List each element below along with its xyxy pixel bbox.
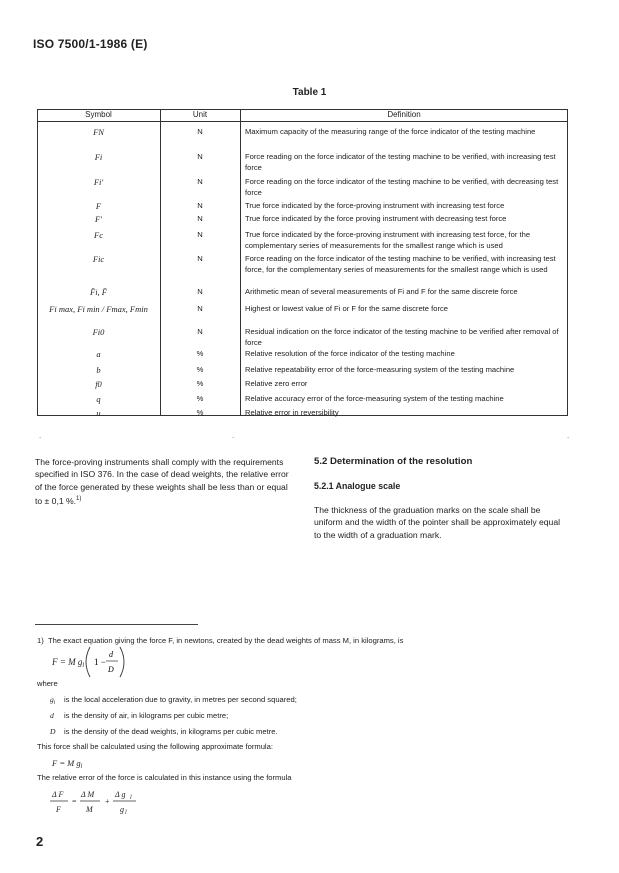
page-number: 2: [36, 834, 44, 849]
cell-definition: Force reading on the force indicator of the testing machine to be verified, with decreasing test force: [245, 177, 559, 197]
cell-definition: True force indicated by the force proving instrument with decreasing test force: [245, 214, 507, 223]
cell-symbol: Fi: [94, 152, 103, 162]
scan-mark: .: [567, 431, 570, 440]
svg-text:Δ g: Δ g: [115, 790, 126, 799]
table-caption: Table 1: [292, 87, 327, 98]
cell-symbol: F̄i, F̄: [90, 287, 107, 297]
cell-definition: Relative repeatability error of the force-measuring system of the testing machine: [245, 365, 515, 374]
cell-symbol: FN: [93, 127, 104, 137]
scan-mark: .: [232, 431, 235, 440]
cell-unit: N: [197, 201, 203, 210]
cell-definition: Relative error in reversibility: [245, 408, 339, 417]
cell-definition: Highest or lowest value of Fi or F for the same discrete force: [245, 304, 449, 313]
cell-definition: Force reading on the force indicator of the testing machine to be verified, with increasing test force: [245, 152, 556, 172]
svg-text:l: l: [125, 810, 127, 816]
svg-text:D: D: [108, 665, 114, 674]
cell-unit: N: [197, 127, 203, 136]
document-id: ISO 7500/1-1986 (E): [33, 37, 148, 51]
subsection-title: 5.2.1 Analogue scale: [314, 481, 401, 491]
cell-unit: %: [196, 379, 204, 388]
def-text-g: is the local acceleration due to gravity, in metres per second squared;: [64, 695, 297, 704]
footnote-where: where: [37, 679, 58, 688]
cell-definition: Maximum capacity of the measuring range of the force indicator of the testing machine: [245, 127, 536, 136]
footnote-relerr-intro: The relative error of the force is calculated in this instance using the formula: [37, 773, 292, 782]
footnote-approx-intro: This force shall be calculated using the following approximate formula:: [37, 742, 273, 751]
cell-definition: Residual indication on the force indicator of the testing machine to be verified after removal of force: [245, 327, 559, 347]
header-definition: Definition: [387, 110, 421, 119]
svg-text:M: M: [86, 805, 93, 814]
def-text-d: is the density of air, in kilograms per cubic metre;: [64, 711, 229, 720]
footnote-def: [50, 727, 570, 737]
cell-symbol: Fi0: [92, 327, 105, 337]
relative-error-formula: [50, 786, 160, 818]
svg-text:F: F: [56, 805, 61, 814]
cell-unit: %: [196, 365, 204, 374]
cell-unit: N: [197, 287, 203, 296]
cell-symbol: Fic: [92, 254, 105, 264]
def-text-D: is the density of the dead weights, in kilograms per cubic metre.: [64, 727, 278, 736]
svg-text:d: d: [109, 650, 113, 659]
cell-symbol: Fc: [94, 230, 103, 240]
exact-formula-bracket: [80, 645, 130, 679]
cell-symbol: b: [96, 365, 101, 375]
cell-unit: N: [197, 254, 203, 263]
cell-unit: N: [197, 230, 203, 239]
header-unit: Unit: [192, 110, 208, 119]
svg-text:1 −: 1 −: [94, 657, 106, 667]
cell-definition: Relative zero error: [245, 379, 308, 388]
def-symbol-D: D: [50, 727, 56, 736]
cell-unit: N: [197, 214, 203, 223]
left-paragraph-text: The force-proving instruments shall comply with the requirements specified in ISO 376. In the case of dead weights, the relative error of the force generated by these weights shall be less than or equal to ± 0,1 %.: [35, 457, 289, 507]
cell-symbol: a: [96, 349, 101, 359]
right-paragraph: The thickness of the graduation marks on the scale shall be uniform and the width of the pointer shall be approximately equal to the width of a graduation mark.: [314, 505, 561, 540]
cell-symbol: u: [96, 408, 101, 418]
cell-unit: N: [197, 327, 203, 336]
svg-text:g: g: [120, 805, 124, 814]
cell-definition: True force indicated by the force-proving instrument with increasing test force: [245, 201, 505, 210]
cell-definition: True force indicated by the force-proving instrument with increasing test force, for the complementary series of measurements for the smallest range which is used: [245, 230, 531, 250]
cell-unit: %: [196, 394, 204, 403]
table-col-divider: [240, 109, 241, 416]
footnote-rule: [35, 624, 198, 625]
cell-unit: %: [196, 408, 204, 417]
def-symbol-d: d: [50, 711, 54, 720]
cell-definition: Arithmetic mean of several measurements of Fi and F for the same discrete force: [245, 287, 518, 296]
cell-unit: N: [197, 304, 203, 313]
section-title: 5.2 Determination of the resolution: [314, 456, 473, 467]
left-paragraph: [35, 456, 297, 508]
cell-symbol: Fi max, Fi min / Fmax, Fmin: [49, 304, 148, 314]
cell-symbol: f0: [95, 379, 102, 389]
cell-symbol: F': [94, 214, 102, 224]
scan-mark: .: [39, 431, 42, 440]
svg-text:=: =: [72, 797, 77, 806]
exact-formula: F = M $g_l$: [52, 657, 85, 669]
svg-text:Δ M: Δ M: [81, 790, 95, 799]
cell-unit: %: [196, 349, 204, 358]
cell-definition: Force reading on the force indicator of the testing machine to be verified, with increasing test force, for the complementary series of measurements for the smallest range which is used: [245, 254, 556, 274]
cell-definition: Relative resolution of the force indicator of the testing machine: [245, 349, 455, 358]
table-header-row: [37, 109, 568, 122]
approx-formula: F = M $g_l$: [52, 758, 83, 770]
footnote-reference: 1): [76, 496, 82, 503]
cell-symbol: q: [96, 394, 101, 404]
svg-text:+: +: [105, 797, 110, 806]
header-symbol: Symbol: [85, 110, 112, 119]
footnote-def: [50, 711, 570, 721]
cell-symbol: Fi': [93, 177, 104, 187]
cell-definition: Relative accuracy error of the force-measuring system of the testing machine: [245, 394, 504, 403]
svg-text:l: l: [130, 795, 132, 801]
cell-unit: N: [197, 177, 203, 186]
footnote-intro-text: The exact equation giving the force F, in newtons, created by the dead weights of mass M, in kilograms, is: [48, 636, 404, 645]
cell-symbol: F: [95, 201, 102, 211]
footnote-def: $g_l$ is the local acceleration due to gravity, in metres per second squared;: [50, 695, 297, 706]
cell-unit: N: [197, 152, 203, 161]
svg-text:Δ F: Δ F: [52, 790, 64, 799]
footnote-marker: 1): [37, 636, 44, 645]
